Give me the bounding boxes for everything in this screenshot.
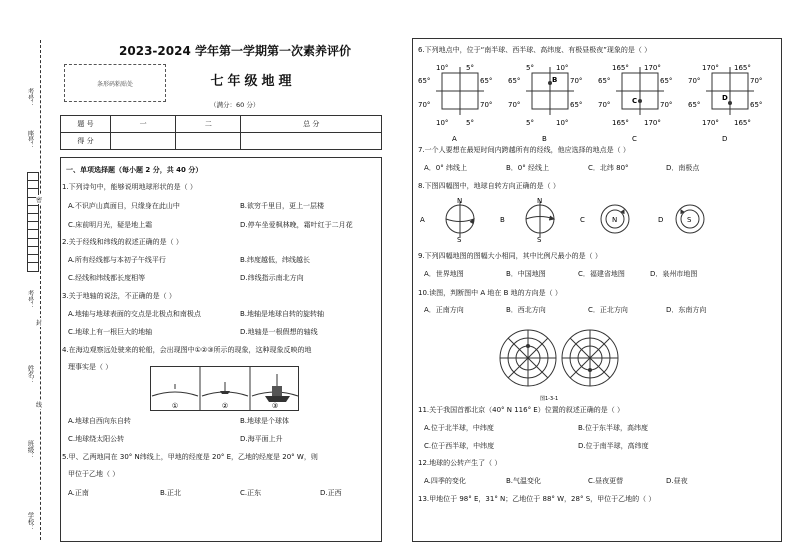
q1-option-a[interactable]: A.不识庐山真面目，只缘身在此山中 (68, 202, 180, 210)
q8-rotation-figures (420, 195, 720, 243)
q2-option-a[interactable]: A.所有经线都与本初子午线平行 (68, 256, 166, 264)
q2-stem: 2.关于经线和纬线的叙述正确的是（ ） (62, 238, 183, 246)
grid-b-point: B (552, 76, 558, 84)
q8-label-c: C (580, 216, 585, 224)
q7-stem: 7.一个人要想在最短时间内跨越所有的经线，他应选择的地点是（ ） (418, 146, 630, 154)
q6-label-c: C (632, 135, 637, 142)
q8-a-s: S (457, 236, 462, 243)
q3-option-b[interactable]: B.地轴是地球自转的旋转轴 (240, 310, 325, 318)
q4-option-a[interactable]: A.地球自西向东自转 (68, 417, 131, 425)
number-grid[interactable] (27, 172, 39, 272)
q12-option-d[interactable]: D.昼夜 (666, 477, 688, 485)
q8-c-n: N (612, 216, 618, 224)
q8-b-n: N (537, 197, 543, 205)
q9-stem: 9.下列四幅地图的图幅大小相同，其中比例尺最小的是（ ） (418, 252, 602, 260)
q9-option-c[interactable]: C．福建省地图 (578, 270, 625, 278)
q12-option-b[interactable]: B.气温变化 (506, 477, 542, 485)
score-col-label: 题 号 (61, 116, 111, 133)
fold-line (40, 40, 41, 540)
grid-d-top-l: 170° (702, 64, 719, 72)
grid-b-top-l: 5° (526, 64, 534, 72)
grid-c-point: C (632, 97, 638, 105)
q12-stem: 12.地球的公转产生了（ ） (418, 459, 502, 467)
score-table (60, 115, 382, 150)
binding-strip (0, 0, 55, 549)
exam-title: 2023-2024 学年第一学期第一次素养评价 (119, 44, 351, 58)
class-label: 班级： (26, 440, 35, 460)
score-col-1: 一 (111, 116, 176, 133)
seal-mark-3: 线 (36, 402, 43, 409)
grid-a-top-l: 10° (436, 64, 449, 72)
q4-option-d[interactable]: D.海平面上升 (240, 435, 283, 443)
q13-stem: 13.甲地位于 98° E，31° N；乙地位于 88° W，28° S，甲位于乙地的（ ） (418, 495, 656, 503)
q2-option-d[interactable]: D.纬线指示南北方向 (240, 274, 304, 282)
q6-label-a: A (452, 135, 457, 142)
grid-b-bot-r: 10° (556, 119, 569, 127)
q5-stem-cont: 甲位于乙地（ ） (68, 470, 120, 478)
fig-label-1: ① (171, 402, 179, 410)
grid-a-bot-r: 5° (466, 119, 474, 127)
q10-option-c[interactable]: C．正北方向 (588, 306, 628, 314)
grid-c-right: 65° (660, 77, 673, 85)
q1-option-b[interactable]: B.欲穷千里目，更上一层楼 (240, 202, 325, 210)
seal-mark-1: 密 (36, 197, 43, 204)
q8-label-b: B (500, 216, 505, 224)
grid-a-left: 65° (418, 77, 431, 85)
grid-d-left: 70° (688, 77, 701, 85)
q8-label-a: A (420, 216, 425, 224)
grid-b-right: 70° (570, 77, 583, 85)
q6-label-b: B (542, 135, 547, 142)
grid-a-bot-l: 10° (436, 119, 449, 127)
grid-d-bot-r: 165° (734, 119, 751, 127)
grid-a-right2: 70° (480, 101, 493, 109)
grid-d-point: D (722, 94, 728, 102)
q12-option-c[interactable]: C.昼夜更替 (588, 477, 624, 485)
grid-d-top-r: 165° (734, 64, 751, 72)
q10-option-d[interactable]: D．东南方向 (666, 306, 707, 314)
grid-d-right2: 65° (750, 101, 763, 109)
q7-option-a[interactable]: A．0° 纬线上 (424, 164, 467, 172)
grid-a-right: 65° (480, 77, 493, 85)
q7-option-c[interactable]: C．北纬 80° (588, 164, 629, 172)
section-heading: 一、单项选择题（每小题 2 分，共 40 分） (66, 166, 203, 174)
subject-grade: 七年级地理 (210, 74, 296, 89)
grid-b-right2: 65° (570, 101, 583, 109)
score-col-total: 总 分 (241, 116, 382, 133)
school-label: 学校： (26, 512, 35, 532)
q8-b-s: S (537, 236, 542, 243)
grid-c-bot-r: 170° (644, 119, 661, 127)
q3-option-a[interactable]: A.地轴与地球表面的交点是北极点和南极点 (68, 310, 201, 318)
q10-fig-caption: 图1-3-1 (540, 396, 559, 402)
score-cell-2[interactable] (176, 133, 241, 150)
q5-option-c[interactable]: C.正东 (240, 489, 262, 497)
q4-option-c[interactable]: C.地球绕太阳公转 (68, 435, 125, 443)
q3-option-c[interactable]: C.地球上有一根巨大的地轴 (68, 328, 153, 336)
q10-option-b[interactable]: B．西北方向 (506, 306, 546, 314)
grid-c-top-r: 170° (644, 64, 661, 72)
grid-b-left2: 70° (508, 101, 521, 109)
q11-option-a[interactable]: A.位于北半球，中纬度 (424, 424, 494, 432)
q5-option-a[interactable]: A.正南 (68, 489, 89, 497)
q5-stem: 5.甲、乙两地同在 30° N纬线上，甲地的经度是 20° E，乙地的经度是 20° W，则 (62, 453, 318, 461)
q10-polar-figure (480, 322, 630, 402)
barcode-area: 条形码粘贴处 (64, 64, 166, 102)
exam-room-label: 考号： (26, 290, 35, 310)
grid-b-bot-l: 5° (526, 119, 534, 127)
q11-option-b[interactable]: B.位于东半球，高纬度 (578, 424, 649, 432)
q1-option-d[interactable]: D.停车坐爱枫林晚，霜叶红于二月花 (240, 221, 353, 229)
q11-option-d[interactable]: D.位于南半球，高纬度 (578, 442, 649, 450)
grid-d-left2: 65° (688, 101, 701, 109)
fig-label-3: ③ (271, 402, 279, 410)
full-score: （满分：60 分） (210, 101, 260, 109)
q2-option-b[interactable]: B.纬度越低，纬线越长 (240, 256, 311, 264)
q3-option-d[interactable]: D.地轴是一根假想的轴线 (240, 328, 318, 336)
grid-d-right: 70° (750, 77, 763, 85)
q1-stem: 1.下列诗句中，能够说明地球形状的是（ ） (62, 183, 197, 191)
grid-c-left: 65° (598, 77, 611, 85)
q11-option-c[interactable]: C.位于西半球，中纬度 (424, 442, 495, 450)
q8-stem: 8.下图四幅图中，地球自转方向正确的是（ ） (418, 182, 560, 190)
q5-option-d[interactable]: D.正西 (320, 489, 342, 497)
fig-label-2: ② (221, 402, 229, 410)
exam-no-label: 考号： (26, 88, 35, 108)
grid-b-left: 65° (508, 77, 521, 85)
grid-a-left2: 70° (418, 101, 431, 109)
q7-option-d[interactable]: D．南极点 (666, 164, 700, 172)
q9-option-b[interactable]: B．中国地图 (506, 270, 546, 278)
q8-d-s: S (687, 216, 692, 224)
q8-a-n: N (457, 197, 463, 205)
grid-c-left2: 70° (598, 101, 611, 109)
q12-option-a[interactable]: A.四季的变化 (424, 477, 466, 485)
q10-option-a[interactable]: A．正南方向 (424, 306, 464, 314)
q7-option-b[interactable]: B．0° 经线上 (506, 164, 549, 172)
q6-label-d: D (722, 135, 728, 142)
q2-option-c[interactable]: C.经线和纬线都长度相等 (68, 274, 146, 282)
grid-c-right2: 70° (660, 101, 673, 109)
grid-b-top-r: 10° (556, 64, 569, 72)
score-col-2: 二 (176, 116, 241, 133)
q8-label-d: D (658, 216, 664, 224)
q9-option-d[interactable]: D．泉州市地图 (650, 270, 698, 278)
grid-c-bot-l: 165° (612, 119, 629, 127)
q4-stem-cont: 理事实是（ ） (68, 363, 113, 371)
q10-stem: 10.读图，判断图中 A 地在 B 地的方向是（ ） (418, 289, 562, 297)
q4-stem: 4.在海边观察远处驶来的轮船，会出现图中①②③所示的现象，这种现象反映的地 (62, 346, 312, 354)
q9-option-a[interactable]: A．世界地图 (424, 270, 464, 278)
name-label: 姓名： (26, 365, 35, 385)
ship-figure (150, 366, 300, 412)
q11-stem: 11.关于我国首都北京（40° N 116° E）位置的叙述正确的是（ ） (418, 406, 624, 414)
score-row-label: 得 分 (61, 133, 111, 150)
q4-option-b[interactable]: B.地球是个球体 (240, 417, 290, 425)
q5-option-b[interactable]: B.正北 (160, 489, 182, 497)
q3-stem: 3.关于地轴的说法，不正确的是（ ） (62, 292, 176, 300)
q6-stem: 6.下列地点中，位于“南半球、西半球、高纬度、有极昼极夜”现象的是（ ） (418, 46, 652, 54)
seat-label: 座号： (26, 130, 35, 150)
q6-grid-figures (414, 60, 780, 142)
seal-mark-2: 封 (36, 320, 43, 327)
grid-d-bot-l: 170° (702, 119, 719, 127)
score-cell-total[interactable] (241, 133, 382, 150)
score-cell-1[interactable] (111, 133, 176, 150)
q1-option-c[interactable]: C.床前明月光，疑是地上霜 (68, 221, 153, 229)
grid-a-top-r: 5° (466, 64, 474, 72)
grid-c-top-l: 165° (612, 64, 629, 72)
